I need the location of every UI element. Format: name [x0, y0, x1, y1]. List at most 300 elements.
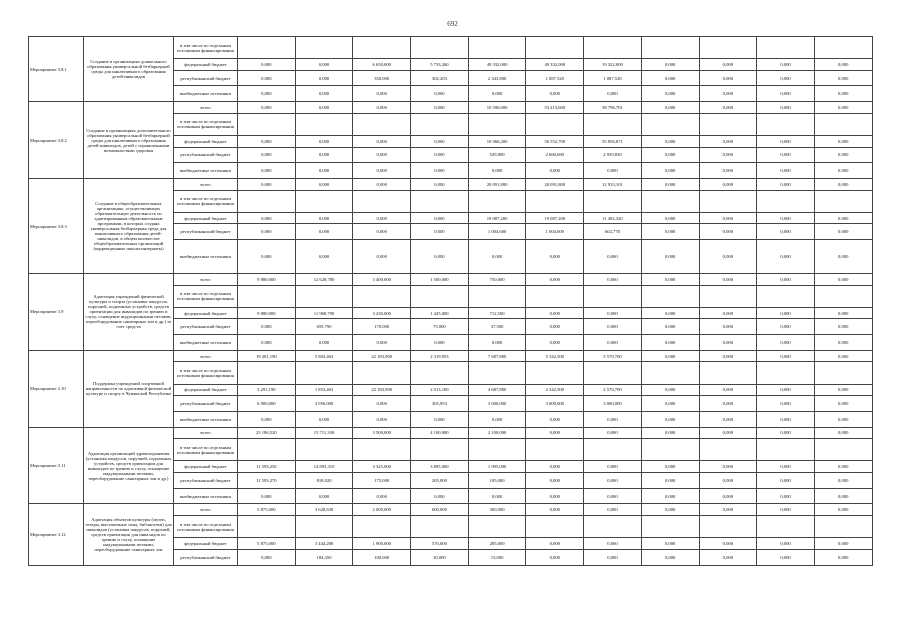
- amount-cell: 0,000: [699, 212, 757, 224]
- amount-cell: 53 213,600: [526, 102, 584, 114]
- amount-cell: 4 687,800: [468, 384, 526, 396]
- amount-cell: 19 201,190: [238, 350, 296, 362]
- amount-cell: 0,000: [584, 488, 642, 504]
- amount-cell: [526, 37, 584, 59]
- amount-cell: [411, 113, 469, 135]
- amount-cell: 22 183,900: [353, 384, 411, 396]
- amount-cell: 3 000,000: [526, 396, 584, 412]
- amount-cell: 3 500,000: [353, 427, 411, 439]
- measure-name: Мероприятие 3.8.3: [29, 179, 84, 274]
- amount-cell: 0,000: [757, 319, 815, 335]
- amount-cell: 22 183,900: [353, 350, 411, 362]
- amount-cell: 58 796,701: [584, 102, 642, 114]
- amount-cell: 0,000: [757, 70, 815, 86]
- amount-cell: 0,000: [238, 212, 296, 224]
- amount-cell: 305,953: [411, 396, 469, 412]
- amount-cell: 0,000: [699, 350, 757, 362]
- amount-cell: 19 322,000: [584, 59, 642, 71]
- amount-cell: 0,000: [814, 504, 872, 516]
- measure-description: Адаптация объектов культуры (музеи, театры, выставочные залы, библиотеки) для инвалидов (установка пандусов, поручней, средств ориентации для инвалидов по зрению и слуху, оснащение индукционными петлями, переоборудование санитарных зон: [84, 504, 174, 566]
- amount-cell: 11 593,270: [238, 473, 296, 489]
- amount-cell: 0,000: [411, 179, 469, 191]
- amount-cell: [584, 285, 642, 307]
- amount-cell: 0,000: [526, 86, 584, 102]
- amount-cell: [814, 37, 872, 59]
- amount-cell: [641, 113, 699, 135]
- amount-cell: 0,000: [757, 147, 815, 163]
- amount-cell: 0,000: [411, 224, 469, 240]
- amount-cell: [295, 37, 353, 59]
- amount-cell: 0,000: [641, 273, 699, 285]
- amount-cell: 1 004,600: [468, 224, 526, 240]
- amount-cell: 0,000: [641, 224, 699, 240]
- amount-cell: 0,000: [814, 396, 872, 412]
- amount-cell: 0,000: [757, 273, 815, 285]
- amount-cell: [295, 190, 353, 212]
- page-number: 692: [447, 20, 458, 28]
- amount-cell: [353, 190, 411, 212]
- amount-cell: 0,000: [295, 335, 353, 351]
- funding-source: федеральный бюджет: [174, 384, 238, 396]
- amount-cell: 0,000: [353, 212, 411, 224]
- amount-cell: [238, 362, 296, 384]
- funding-source: в том числе по отдельным источникам финансирования: [174, 362, 238, 384]
- amount-cell: [238, 37, 296, 59]
- amount-cell: 0,000: [295, 86, 353, 102]
- funding-source: всего: [174, 273, 238, 285]
- amount-cell: 0,000: [238, 59, 296, 71]
- funding-source: республиканский бюджет: [174, 224, 238, 240]
- amount-cell: [757, 113, 815, 135]
- amount-cell: 0,000: [353, 224, 411, 240]
- funding-source: федеральный бюджет: [174, 461, 238, 473]
- table-row: [29, 37, 873, 59]
- amount-cell: 0,000: [584, 549, 642, 565]
- amount-cell: 49 332,000: [526, 59, 584, 71]
- amount-cell: 184,350: [295, 549, 353, 565]
- amount-cell: 0,000: [699, 135, 757, 147]
- amount-cell: 0,000: [814, 179, 872, 191]
- amount-cell: 0,000: [353, 179, 411, 191]
- amount-cell: 75,000: [411, 319, 469, 335]
- amount-cell: 0,000: [526, 240, 584, 274]
- amount-cell: [295, 113, 353, 135]
- amount-cell: 602,770: [584, 224, 642, 240]
- amount-cell: 2 319,953: [411, 350, 469, 362]
- amount-cell: 175,000: [353, 473, 411, 489]
- amount-cell: 0,000: [295, 147, 353, 163]
- amount-cell: 0,000: [699, 59, 757, 71]
- funding-source: внебюджетные источники: [174, 411, 238, 427]
- amount-cell: [238, 113, 296, 135]
- amount-cell: 3 325,000: [353, 461, 411, 473]
- amount-cell: [353, 285, 411, 307]
- amount-cell: [757, 285, 815, 307]
- amount-cell: 49 332,000: [468, 59, 526, 71]
- amount-cell: [699, 113, 757, 135]
- amount-cell: 55 856,871: [584, 135, 642, 147]
- table-row: [29, 504, 873, 516]
- amount-cell: 3 000,000: [584, 396, 642, 412]
- amount-cell: [411, 439, 469, 461]
- amount-cell: 0,000: [238, 135, 296, 147]
- amount-cell: 0,000: [526, 549, 584, 565]
- amount-cell: 0,000: [814, 102, 872, 114]
- table-row: [29, 350, 873, 362]
- amount-cell: 0,000: [238, 224, 296, 240]
- amount-cell: 3 950,000: [295, 396, 353, 412]
- amount-cell: 37,500: [468, 319, 526, 335]
- funding-source: внебюджетные источники: [174, 335, 238, 351]
- amount-cell: 0,000: [814, 224, 872, 240]
- amount-cell: [641, 439, 699, 461]
- amount-cell: 0,000: [526, 488, 584, 504]
- amount-cell: 0,000: [699, 504, 757, 516]
- amount-cell: [526, 190, 584, 212]
- funding-source: федеральный бюджет: [174, 307, 238, 319]
- amount-cell: 0,000: [757, 473, 815, 489]
- amount-cell: 0,000: [641, 411, 699, 427]
- amount-cell: 0,000: [295, 411, 353, 427]
- amount-cell: 0,000: [699, 86, 757, 102]
- amount-cell: 0,000: [353, 135, 411, 147]
- amount-cell: [411, 285, 469, 307]
- amount-cell: 0,000: [238, 179, 296, 191]
- amount-cell: 0,000: [699, 427, 757, 439]
- amount-cell: 0,000: [641, 461, 699, 473]
- amount-cell: 1 900,000: [353, 538, 411, 550]
- amount-cell: 0,000: [411, 163, 469, 179]
- amount-cell: 0,000: [411, 488, 469, 504]
- amount-cell: 0,000: [238, 411, 296, 427]
- amount-cell: 0,000: [699, 538, 757, 550]
- amount-cell: [757, 439, 815, 461]
- amount-cell: 5 875,000: [238, 504, 296, 516]
- amount-cell: 50 552,700: [526, 135, 584, 147]
- amount-cell: 0,000: [814, 350, 872, 362]
- amount-cell: 0,000: [411, 135, 469, 147]
- amount-cell: 4 100,000: [411, 427, 469, 439]
- funding-source: в том числе по отдельным источникам финансирования: [174, 439, 238, 461]
- amount-cell: 0,000: [295, 212, 353, 224]
- funding-source: внебюджетные источники: [174, 163, 238, 179]
- amount-cell: 0,000: [526, 335, 584, 351]
- amount-cell: 0,000: [295, 135, 353, 147]
- amount-cell: 0,000: [814, 273, 872, 285]
- amount-cell: 14 893,310: [295, 461, 353, 473]
- amount-cell: 0,000: [757, 224, 815, 240]
- amount-cell: [814, 516, 872, 538]
- amount-cell: 0,000: [468, 163, 526, 179]
- amount-cell: 2 660,690: [526, 147, 584, 163]
- amount-cell: 1 425,000: [411, 307, 469, 319]
- amount-cell: 10 596,000: [468, 102, 526, 114]
- funding-source: в том числе по отдельным источникам финансирования: [174, 190, 238, 212]
- amount-cell: 5 342,500: [526, 350, 584, 362]
- amount-cell: 20 091,800: [526, 179, 584, 191]
- amount-cell: 0,000: [641, 384, 699, 396]
- amount-cell: [468, 439, 526, 461]
- measure-description: Адаптация учреждений физической культуры и спорта (установка пандусов, поручней, подъемных устройств, средств ориентации для инвалидов по зрению и слуху, оснащение индукционными петлями, переоборудование санитарных зон и др.) за счет средств: [84, 273, 174, 350]
- amount-cell: 3 444,280: [295, 538, 353, 550]
- amount-cell: 0,000: [757, 384, 815, 396]
- amount-cell: 0,000: [526, 538, 584, 550]
- amount-cell: 3 230,000: [353, 307, 411, 319]
- amount-cell: 10 066,200: [468, 135, 526, 147]
- amount-cell: [699, 516, 757, 538]
- amount-cell: 0,000: [699, 102, 757, 114]
- amount-cell: 0,000: [699, 163, 757, 179]
- amount-cell: [699, 362, 757, 384]
- funding-source: всего: [174, 179, 238, 191]
- funding-source: республиканский бюджет: [174, 549, 238, 565]
- amount-cell: 7 687,800: [468, 350, 526, 362]
- amount-cell: [468, 190, 526, 212]
- funding-source: республиканский бюджет: [174, 473, 238, 489]
- measure-name: Мероприятие 3.8.1: [29, 37, 84, 102]
- amount-cell: 0,000: [641, 59, 699, 71]
- amount-cell: 3 628,630: [295, 504, 353, 516]
- amount-cell: 0,000: [468, 86, 526, 102]
- amount-cell: 0,000: [757, 307, 815, 319]
- amount-cell: 0,000: [295, 240, 353, 274]
- amount-cell: 0,000: [641, 427, 699, 439]
- amount-cell: 302,203: [411, 70, 469, 86]
- amount-cell: 0,000: [757, 179, 815, 191]
- amount-cell: 0,000: [757, 102, 815, 114]
- amount-cell: [641, 190, 699, 212]
- amount-cell: [353, 516, 411, 538]
- amount-cell: 1 087,520: [584, 70, 642, 86]
- amount-cell: 1 087,520: [526, 70, 584, 86]
- amount-cell: 0,000: [584, 538, 642, 550]
- funding-source: в том числе по отдельным источникам финансирования: [174, 37, 238, 59]
- amount-cell: [641, 362, 699, 384]
- amount-cell: 600,000: [411, 504, 469, 516]
- amount-cell: 3 400,000: [353, 273, 411, 285]
- amount-cell: 205,000: [411, 473, 469, 489]
- amount-cell: 570,000: [411, 538, 469, 550]
- amount-cell: [699, 439, 757, 461]
- amount-cell: [468, 362, 526, 384]
- amount-cell: 0,000: [411, 147, 469, 163]
- amount-cell: 0,000: [353, 147, 411, 163]
- funding-source: всего: [174, 504, 238, 516]
- amount-cell: 0,000: [584, 461, 642, 473]
- amount-cell: 2 013,100: [411, 384, 469, 396]
- amount-cell: 0,000: [238, 549, 296, 565]
- amount-cell: [468, 113, 526, 135]
- amount-cell: 0,000: [699, 335, 757, 351]
- amount-cell: 0,000: [641, 307, 699, 319]
- amount-cell: 0,000: [238, 163, 296, 179]
- amount-cell: 0,000: [526, 461, 584, 473]
- amount-cell: 0,000: [699, 224, 757, 240]
- amount-cell: 0,000: [353, 488, 411, 504]
- amount-cell: 0,000: [641, 86, 699, 102]
- funding-source: всего: [174, 102, 238, 114]
- amount-cell: 0,000: [584, 307, 642, 319]
- amount-cell: 2 342,500: [526, 384, 584, 396]
- amount-cell: 0,000: [699, 488, 757, 504]
- amount-cell: 0,000: [814, 70, 872, 86]
- amount-cell: 15 711,330: [295, 427, 353, 439]
- amount-cell: [353, 37, 411, 59]
- amount-cell: 0,000: [814, 86, 872, 102]
- amount-cell: 0,000: [584, 427, 642, 439]
- amount-cell: 0,000: [468, 240, 526, 274]
- amount-cell: 0,000: [814, 163, 872, 179]
- amount-cell: 0,000: [238, 70, 296, 86]
- amount-cell: 712,500: [468, 307, 526, 319]
- amount-cell: 0,000: [699, 147, 757, 163]
- amount-cell: [641, 516, 699, 538]
- amount-cell: [584, 439, 642, 461]
- amount-cell: 0,000: [699, 473, 757, 489]
- amount-cell: 0,000: [757, 350, 815, 362]
- amount-cell: 0,000: [814, 473, 872, 489]
- measure-description: Поддержка учреждений спортивной направленности по адаптивной физической культуре и спорту в Чувашской Республике: [84, 350, 174, 427]
- funding-source: федеральный бюджет: [174, 135, 238, 147]
- amount-cell: 0,000: [238, 102, 296, 114]
- budget-table-body: [29, 37, 873, 566]
- funding-source: федеральный бюджет: [174, 212, 238, 224]
- amount-cell: [295, 362, 353, 384]
- amount-cell: 0,000: [641, 179, 699, 191]
- amount-cell: 0,000: [814, 538, 872, 550]
- amount-cell: 0,000: [526, 273, 584, 285]
- amount-cell: 0,000: [814, 307, 872, 319]
- amount-cell: 1 500,000: [411, 273, 469, 285]
- amount-cell: 0,000: [353, 163, 411, 179]
- amount-cell: 100,000: [353, 549, 411, 565]
- amount-cell: 2 343,800: [468, 70, 526, 86]
- amount-cell: 0,000: [757, 549, 815, 565]
- amount-cell: 0,000: [641, 147, 699, 163]
- amount-cell: 2 100,000: [468, 427, 526, 439]
- amount-cell: 0,000: [814, 488, 872, 504]
- amount-cell: [814, 190, 872, 212]
- amount-cell: 0,000: [468, 488, 526, 504]
- amount-cell: [584, 516, 642, 538]
- amount-cell: 0,000: [814, 461, 872, 473]
- amount-cell: 0,000: [757, 488, 815, 504]
- funding-source: внебюджетные источники: [174, 240, 238, 274]
- amount-cell: 0,000: [641, 135, 699, 147]
- amount-cell: 0,000: [295, 224, 353, 240]
- amount-cell: [641, 37, 699, 59]
- amount-cell: 1 853,463: [295, 384, 353, 396]
- amount-cell: 0,000: [468, 411, 526, 427]
- amount-cell: 0,000: [295, 59, 353, 71]
- amount-cell: 0,000: [814, 135, 872, 147]
- amount-cell: 0,000: [757, 504, 815, 516]
- amount-cell: [526, 285, 584, 307]
- amount-cell: 659,790: [295, 319, 353, 335]
- amount-cell: [238, 439, 296, 461]
- amount-cell: 1 004,600: [526, 224, 584, 240]
- measure-name: Мероприятие 3.10: [29, 350, 84, 427]
- amount-cell: 9 880,000: [238, 307, 296, 319]
- amount-cell: 0,000: [584, 504, 642, 516]
- funding-source: республиканский бюджет: [174, 147, 238, 163]
- amount-cell: [238, 285, 296, 307]
- amount-cell: 9 880,000: [238, 273, 296, 285]
- amount-cell: [814, 113, 872, 135]
- amount-cell: 0,000: [814, 384, 872, 396]
- budget-table: [28, 36, 873, 566]
- amount-cell: 0,000: [641, 335, 699, 351]
- amount-cell: 0,000: [526, 307, 584, 319]
- funding-source: всего: [174, 427, 238, 439]
- amount-cell: 0,000: [814, 319, 872, 335]
- amount-cell: 0,000: [526, 504, 584, 516]
- amount-cell: 0,000: [699, 179, 757, 191]
- amount-cell: [411, 516, 469, 538]
- amount-cell: 0,000: [584, 273, 642, 285]
- amount-cell: 0,000: [757, 461, 815, 473]
- amount-cell: 12 933,101: [584, 179, 642, 191]
- measure-name: Мероприятие 3.8.2: [29, 102, 84, 179]
- funding-source: федеральный бюджет: [174, 538, 238, 550]
- amount-cell: 0,000: [814, 427, 872, 439]
- table-row: [29, 273, 873, 285]
- amount-cell: [295, 439, 353, 461]
- amount-cell: [757, 37, 815, 59]
- amount-cell: 0,000: [295, 488, 353, 504]
- amount-cell: 750,000: [468, 273, 526, 285]
- amount-cell: [757, 190, 815, 212]
- amount-cell: 0,000: [295, 102, 353, 114]
- amount-cell: 0,000: [699, 307, 757, 319]
- amount-cell: 0,000: [526, 319, 584, 335]
- amount-cell: 0,000: [699, 240, 757, 274]
- amount-cell: 0,000: [238, 335, 296, 351]
- amount-cell: 0,000: [641, 212, 699, 224]
- amount-cell: 2 939,830: [584, 147, 642, 163]
- amount-cell: [353, 113, 411, 135]
- amount-cell: 5 733,260: [411, 59, 469, 71]
- amount-cell: 0,000: [584, 473, 642, 489]
- amount-cell: [468, 516, 526, 538]
- amount-cell: 0,000: [526, 163, 584, 179]
- amount-cell: 0,000: [814, 59, 872, 71]
- amount-cell: 0,000: [584, 86, 642, 102]
- amount-cell: 0,000: [814, 411, 872, 427]
- amount-cell: 0,000: [353, 102, 411, 114]
- amount-cell: 0,000: [411, 212, 469, 224]
- amount-cell: 1 995,000: [468, 461, 526, 473]
- amount-cell: 30,000: [411, 549, 469, 565]
- amount-cell: [584, 37, 642, 59]
- amount-cell: 0,000: [238, 240, 296, 274]
- amount-cell: 3 000,000: [468, 396, 526, 412]
- amount-cell: 0,000: [699, 319, 757, 335]
- amount-cell: 0,000: [295, 179, 353, 191]
- amount-cell: 0,000: [641, 504, 699, 516]
- amount-cell: 0,000: [641, 549, 699, 565]
- amount-cell: 0,000: [757, 427, 815, 439]
- amount-cell: 0,000: [411, 86, 469, 102]
- amount-cell: 0,000: [584, 240, 642, 274]
- amount-cell: 0,000: [757, 86, 815, 102]
- amount-cell: [699, 285, 757, 307]
- amount-cell: [699, 190, 757, 212]
- amount-cell: 818,020: [295, 473, 353, 489]
- amount-cell: [238, 190, 296, 212]
- amount-cell: [814, 285, 872, 307]
- amount-cell: [295, 285, 353, 307]
